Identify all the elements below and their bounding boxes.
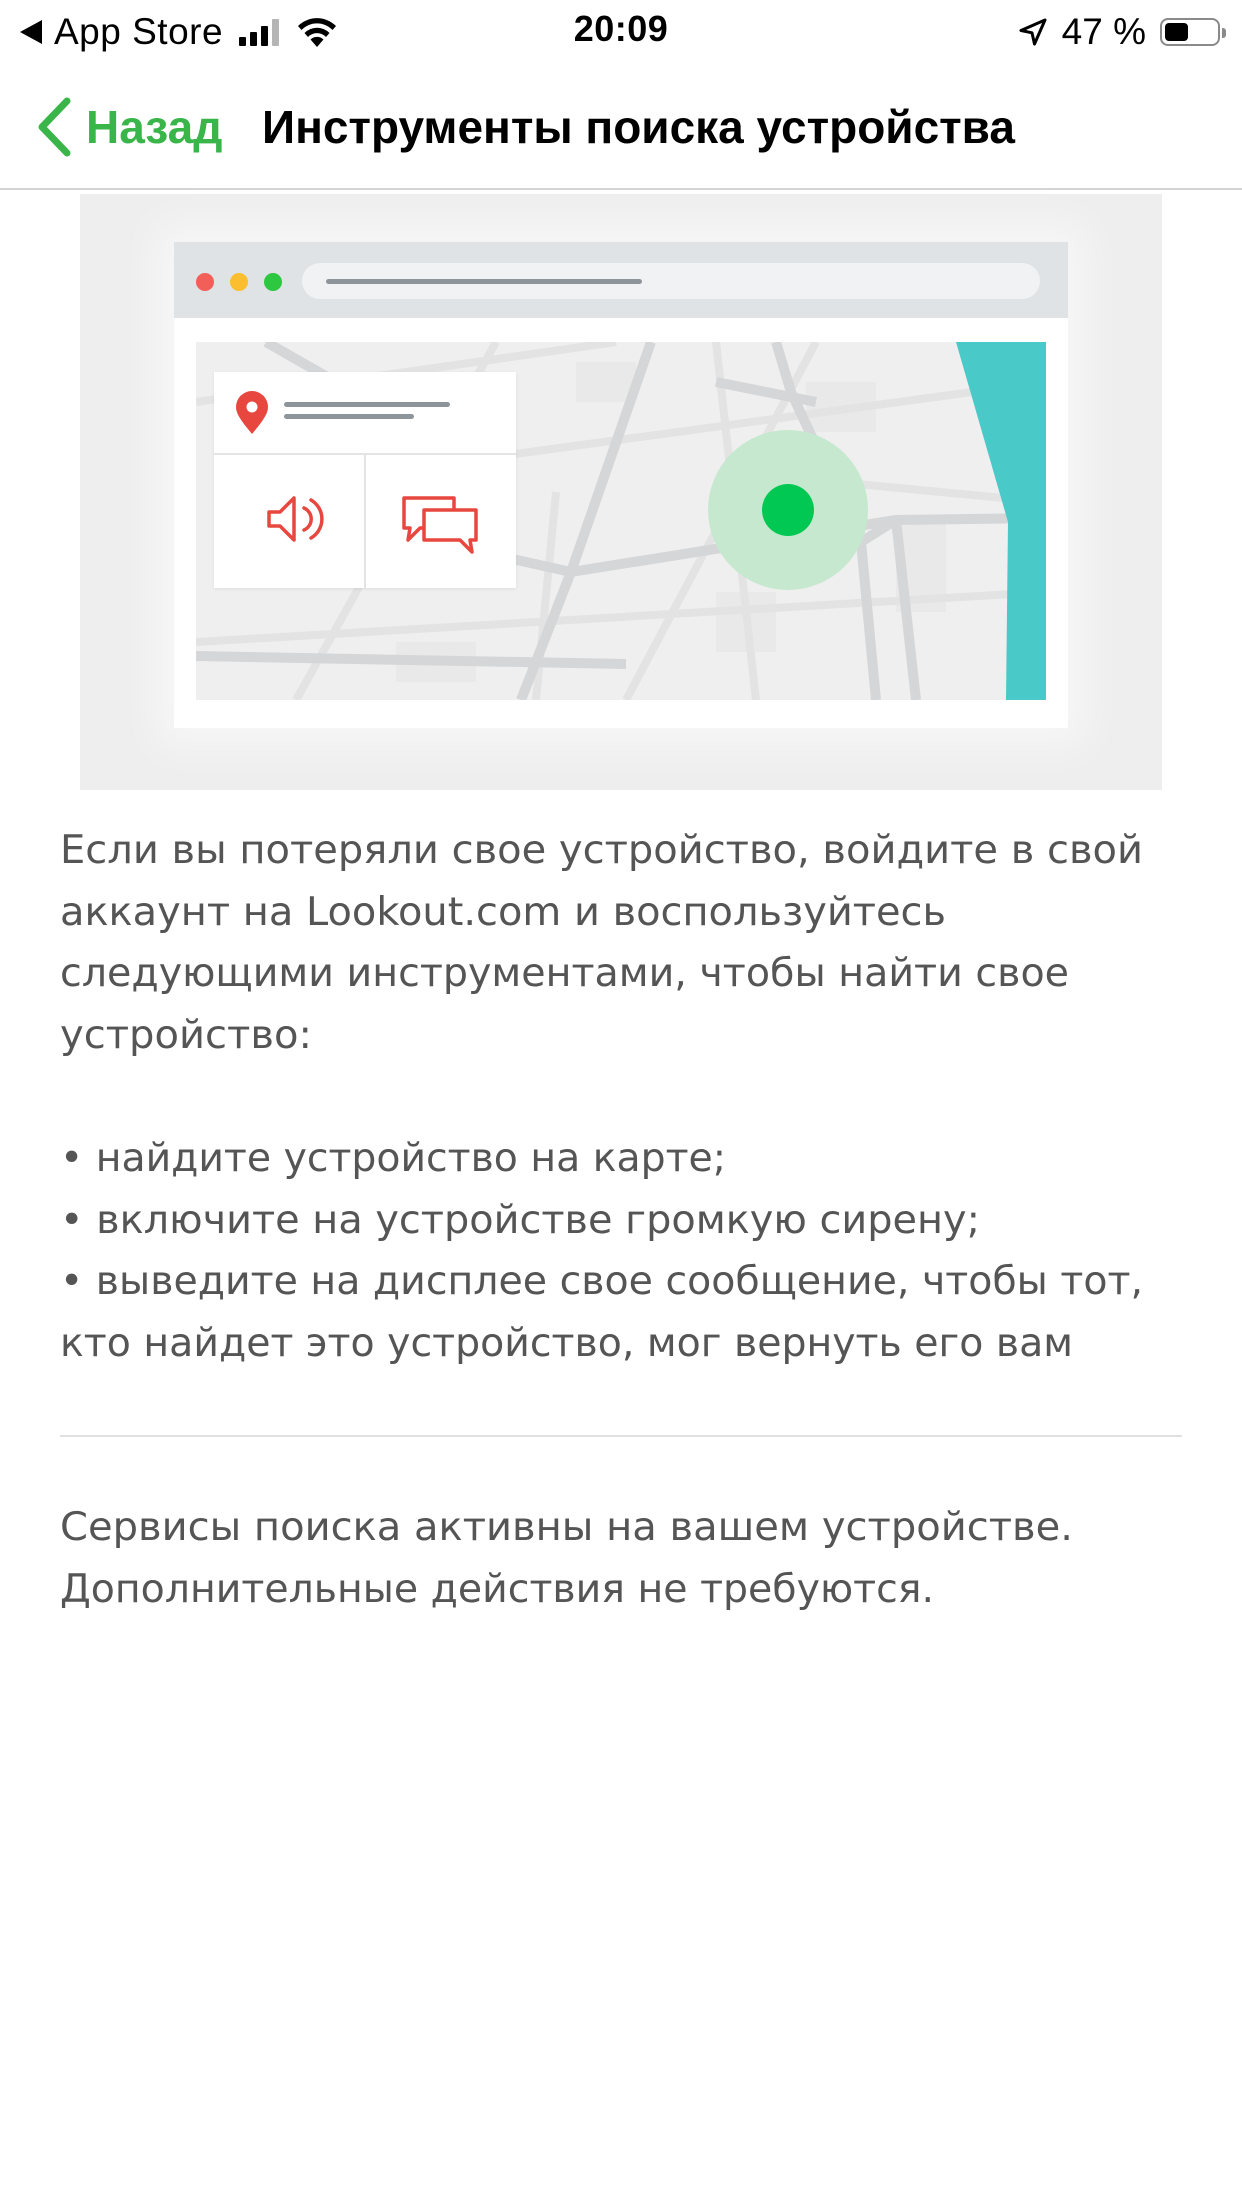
bullet-map: • найдите устройство на карте; xyxy=(60,1136,726,1181)
device-actions-popup xyxy=(214,372,516,588)
battery-icon xyxy=(1160,18,1220,46)
browser-toolbar xyxy=(174,242,1068,318)
status-line-1: Сервисы поиска активны на вашем устройстве. xyxy=(60,1505,1073,1550)
battery-level xyxy=(1165,23,1188,41)
intro-line-1: Если вы потеряли свое устройство, войдите в свой xyxy=(60,828,1143,873)
battery-percent: 47 % xyxy=(1061,11,1146,52)
content-text xyxy=(0,800,1242,1800)
back-app-label: App Store xyxy=(54,11,224,52)
status-bar xyxy=(0,0,1242,64)
intro-line-2: аккаунт на Lookout.com и воспользуйтесь xyxy=(60,890,947,935)
location-arrow-icon xyxy=(1018,17,1048,47)
page-title: Инструменты поиска устройства xyxy=(262,101,1015,153)
bullet-message: • выведите на дисплее свое сообщение, чтобы тот, xyxy=(60,1259,1143,1304)
back-button-label: Назад xyxy=(86,101,223,153)
device-finder-illustration xyxy=(80,194,1162,790)
url-bar xyxy=(302,263,1040,299)
intro-line-4: устройство: xyxy=(60,1013,312,1058)
status-right xyxy=(1018,10,1220,54)
clock: 20:09 xyxy=(573,8,669,49)
window-minimize-dot xyxy=(230,273,248,291)
chevron-left-icon xyxy=(36,97,72,157)
back-button[interactable] xyxy=(36,94,222,160)
battery-cap xyxy=(1222,28,1226,38)
intro-line-3: следующими инструментами, чтобы найти свое xyxy=(60,951,1069,996)
device-location-dot xyxy=(762,484,814,536)
bullet-message-cont: кто найдет это устройство, мог вернуть его вам xyxy=(60,1321,1073,1366)
url-placeholder-line xyxy=(326,279,642,284)
navigation-bar xyxy=(0,64,1242,190)
bullet-siren: • включите на устройстве громкую сирену; xyxy=(60,1198,980,1243)
window-maximize-dot xyxy=(264,273,282,291)
browser-window-illustration xyxy=(174,242,1068,728)
window-close-dot xyxy=(196,273,214,291)
status-line-2: Дополнительные действия не требуются. xyxy=(60,1567,935,1612)
